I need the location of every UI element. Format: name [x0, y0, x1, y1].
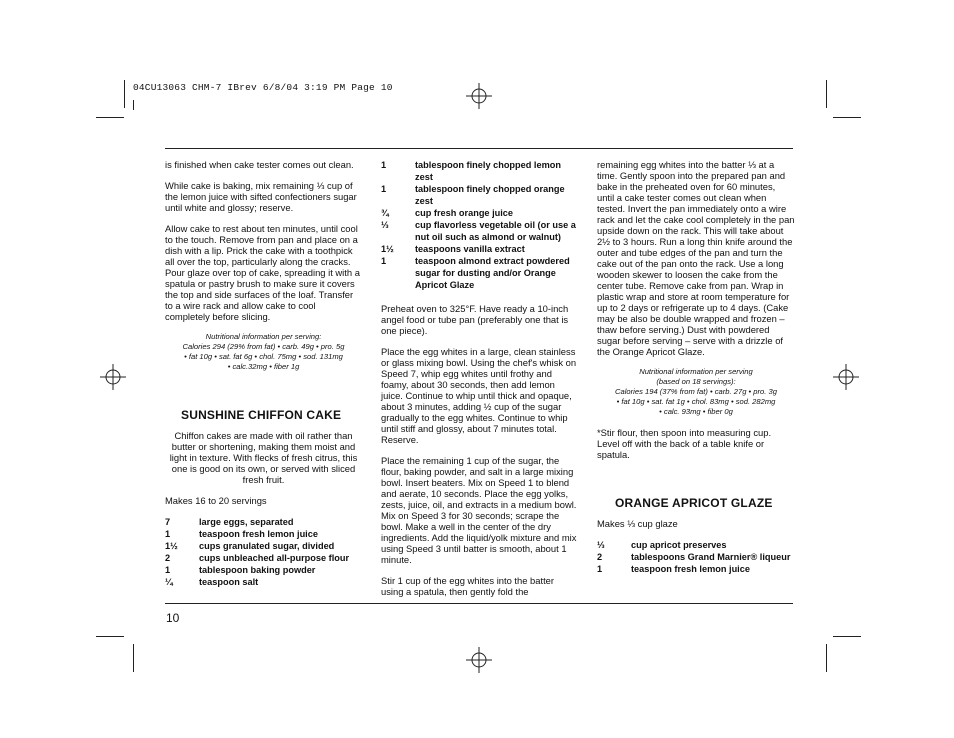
ingredient-text: cups granulated sugar, divided: [199, 541, 335, 551]
paragraph: remaining egg whites into the batter ⅓ at a time. Gently spoon into the prepared pan and bake in the preheated oven for 60 minutes, until a cake tester comes out clean when tested. Invert the pan immediately onto a wire rack and let the cake cool completely in the pan upside down on the rack. This will take about 2½ to 3 hours. Run a long thin knife around the outer and tube edges of the pan and turn the cake out of the pan onto the rack. Use a long wooden skewer to loosen the cake from the center tube. Remove cake from pan. Wrap in plastic wrap and store at room temperature for up to 2 days or refrigerate up to 4 days. (Cake may be also be double wrapped and frozen – thaw before serving.) Dust with powdered sugar before serving – serve with a drizzle of the Orange Apricot Glaze.: [597, 159, 795, 357]
paragraph: is finished when cake tester comes out clean.: [165, 159, 354, 170]
ingredient-qty: 1: [381, 160, 387, 170]
nutrition-info: [165, 332, 362, 372]
ingredient-row: [381, 183, 579, 207]
ingredient-text: tablespoons Grand Marnier® liqueur: [631, 552, 791, 562]
paragraph: Stir 1 cup of the egg whites into the batter using a spatula, then gently fold the: [381, 575, 555, 597]
servings: Makes ⅓ cup glaze: [597, 518, 678, 529]
ingredient-qty: ¼: [165, 577, 173, 587]
ingredient-row: [165, 564, 362, 576]
recipe-heading: ORANGE APRICOT GLAZE: [615, 496, 773, 510]
ingredient-text: teaspoon salt: [199, 577, 259, 587]
nutrition-info: [597, 367, 795, 417]
nutrition-line: Calories 294 (29% from fat) • carb. 49g • pro. 5g: [182, 342, 345, 351]
nutrition-line: • calc.32mg • fiber 1g: [227, 362, 300, 371]
registration-mark-left: [100, 364, 126, 390]
ingredient-text: tablespoon baking powder: [199, 565, 316, 575]
ingredient-row: [597, 539, 795, 551]
ingredient-row: [381, 255, 579, 291]
crop-mark-top-left-v: [133, 100, 134, 110]
ingredient-text: large eggs, separated: [199, 517, 294, 527]
ingredient-qty: ⅓: [381, 220, 389, 230]
ingredient-text: cup apricot preserves: [631, 540, 727, 550]
nutrition-line: Nutritional information per serving:: [205, 332, 322, 341]
crop-mark-bottom-right-v: [826, 644, 827, 672]
paragraph: Allow cake to rest about ten minutes, until cool to the touch. Remove from pan and place on a dish with a lip. Prick the cake with a toothpick all over the top, particularly along the cracks. Pour glaze over top of cake, spreading it with a spatula or pastry brush to make sure it covers the top and side surfaces of the loaf. Transfer to a wire rack and allow cake to cool completely before slicing.: [165, 223, 360, 322]
registration-mark-top: [466, 83, 492, 109]
paragraph: Place the remaining 1 cup of the sugar, the flour, baking powder, and salt in a large mixing bowl. Insert beaters. Mix on Speed 1 to blend and aerate, 10 seconds. Place the egg yolks, zests, juice, oil, and extracts in a medium bowl. Mix on Speed 3 for 30 seconds; scrape the bowl. Make a well in the center of the dry ingredients. Add the liquid/yolk mixture and mix using Speed 3 until batter is smooth, about 1 minute.: [381, 455, 577, 565]
nutrition-line: • fat 10g • sat. fat 1g • chol. 83mg • sod. 282mg: [616, 397, 776, 406]
paragraph: Preheat oven to 325°F. Have ready a 10-inch angel food or tube pan (preferably one that is one piece).: [381, 303, 569, 336]
ingredient-row: [381, 219, 579, 243]
paragraph: Place the egg whites in a large, clean stainless or glass mixing bowl. Using the chef's whisk on Speed 7, whip egg whites until frothy and foamy, about 30 seconds, then add lemon juice. Continue to whip until thick and opaque, about 3 minutes, adding ½ cup of the sugar gradually to the egg whites. Continue to whip until stiff and glossy, about 7 minutes total. Reserve.: [381, 346, 577, 445]
page-number: 10: [166, 611, 180, 625]
top-rule: [165, 148, 793, 149]
recipe-intro: Chiffon cakes are made with oil rather than butter or shortening, making them moist and light in texture. With flecks of fresh citrus, this one is good on its own, or served with sliced fresh fruit.: [169, 430, 358, 485]
footnote: *Stir flour, then spoon into measuring cup. Level off with the back of a table knife or spatula.: [597, 427, 772, 460]
ingredient-qty: 1: [597, 564, 603, 574]
ingredient-row: [597, 551, 795, 563]
ingredient-row: [165, 552, 362, 564]
ingredient-text: teaspoon almond extract powdered sugar for dusting and/or Orange Apricot Glaze: [415, 256, 570, 290]
slug-line: 04CU13063 CHM-7 IBrev 6/8/04 3:19 PM Page 10: [133, 82, 393, 93]
ingredient-text: cups unbleached all-purpose flour: [199, 553, 350, 563]
ingredient-row: [165, 528, 362, 540]
ingredient-qty: 1: [165, 565, 171, 575]
crop-mark-top-right-v: [826, 80, 827, 108]
paragraph: While cake is baking, mix remaining ⅓ cup of the lemon juice with sifted confectioners sugar until white and glossy; reserve.: [165, 180, 357, 213]
ingredient-row: [381, 243, 579, 255]
crop-mark-top-right-h: [833, 117, 861, 118]
registration-mark-bottom: [466, 647, 492, 673]
column-1: [165, 159, 362, 588]
ingredient-qty: ⅓: [597, 540, 605, 550]
crop-mark-top-left-h: [96, 117, 124, 118]
ingredient-row: [597, 563, 795, 575]
ingredient-text: cup fresh orange juice: [415, 208, 514, 218]
column-3: [597, 159, 795, 575]
ingredient-text: cup flavorless vegetable oil (or use a nut oil such as almond or walnut): [415, 220, 576, 242]
ingredient-row: [165, 540, 362, 552]
ingredient-row: [381, 159, 579, 183]
ingredient-list: [597, 539, 795, 575]
nutrition-line: • fat 10g • sat. fat 6g • chol. 75mg • sod. 131mg: [184, 352, 343, 361]
nutrition-line: Nutritional information per serving: [639, 367, 753, 376]
ingredient-qty: 1: [165, 529, 171, 539]
recipe-heading: SUNSHINE CHIFFON CAKE: [181, 408, 342, 422]
ingredient-row: [165, 516, 362, 528]
ingredient-list: [165, 516, 362, 588]
crop-mark-top-left-v2: [124, 80, 125, 108]
crop-mark-bottom-left-v: [133, 644, 134, 672]
ingredient-text: teaspoon fresh lemon juice: [631, 564, 750, 574]
ingredient-qty: 1½: [381, 244, 394, 254]
column-2: [381, 159, 579, 607]
crop-mark-bottom-left-h: [96, 636, 124, 637]
registration-mark-right: [833, 364, 859, 390]
nutrition-line: (based on 18 servings):: [656, 377, 736, 386]
ingredient-qty: 2: [165, 553, 171, 563]
ingredient-qty: 7: [165, 517, 171, 527]
ingredient-text: teaspoon fresh lemon juice: [199, 529, 318, 539]
nutrition-line: Calories 194 (37% from fat) • carb. 27g • pro. 3g: [615, 387, 777, 396]
nutrition-line: • calc. 93mg • fiber 0g: [659, 407, 733, 416]
ingredient-row: [165, 576, 362, 588]
ingredient-text: teaspoons vanilla extract: [415, 244, 525, 254]
ingredient-list: [381, 159, 579, 291]
ingredient-qty: 1: [381, 184, 387, 194]
crop-mark-bottom-right-h: [833, 636, 861, 637]
ingredient-qty: 1½: [165, 541, 178, 551]
ingredient-qty: 1: [381, 256, 387, 266]
ingredient-qty: ¾: [381, 208, 389, 218]
ingredient-text: tablespoon finely chopped lemon zest: [415, 160, 561, 182]
ingredient-qty: 2: [597, 552, 603, 562]
ingredient-row: [381, 207, 579, 219]
ingredient-text: tablespoon finely chopped orange zest: [415, 184, 565, 206]
servings: Makes 16 to 20 servings: [165, 495, 267, 506]
